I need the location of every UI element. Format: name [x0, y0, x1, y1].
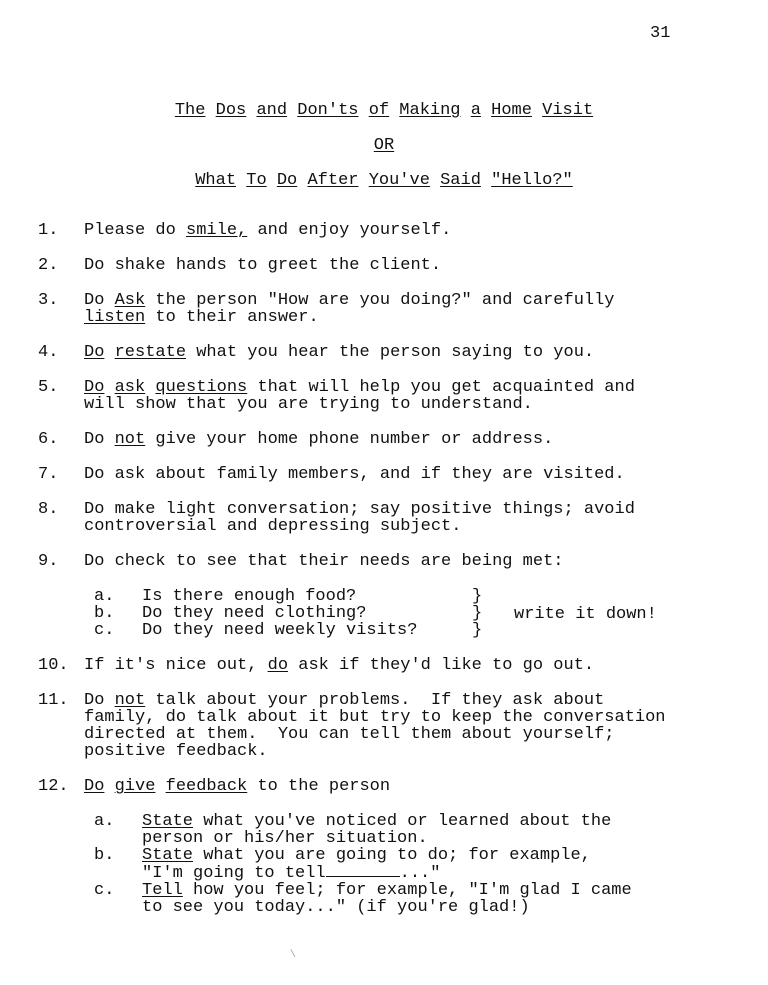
checklist-row [94, 622, 748, 639]
text-segment: talk about your problems. If they ask about family, do talk about it but try to keep the conversation directed at them. You can tell them about yourself; positive feedback. [84, 691, 666, 761]
text-segment: give your home phone number or address. [145, 430, 554, 449]
text-segment: ask if they'd like to go out. [288, 656, 595, 675]
item-number: 11. [38, 691, 69, 710]
subtitle-word: You've [368, 171, 430, 190]
title-word: Don'ts [297, 101, 359, 120]
underlined-word: Do [84, 777, 105, 796]
sub-letter: c. [94, 621, 115, 640]
underlined-word: not [114, 430, 146, 449]
underlined-word: Tell [142, 881, 183, 900]
needs-checklist [94, 588, 748, 639]
title-word: of [368, 101, 390, 120]
item-text [84, 379, 748, 413]
list-item-4 [38, 344, 748, 361]
underlined-word: questions [155, 378, 248, 397]
sub-letter: c. [94, 881, 115, 900]
underlined-word: State [142, 812, 194, 831]
item-text [84, 222, 748, 239]
item-number: 3. [38, 291, 59, 310]
underlined-word: restate [114, 343, 187, 362]
text-segment: Please do [84, 221, 187, 240]
text-segment: how you feel; for example, "I'm glad I came to see you today..." (if you're glad!) [142, 881, 632, 917]
underlined-word: Do [84, 378, 105, 397]
underlined-word: ask [114, 378, 146, 397]
fill-in-blank [326, 864, 400, 877]
list-item-10 [38, 657, 748, 674]
sub-text [142, 882, 748, 916]
underlined-word: not [114, 691, 146, 710]
item-number: 10. [38, 656, 69, 675]
page-number: 31 [650, 24, 671, 43]
feedback-item-c [94, 882, 748, 916]
text-segment: what you've noticed or learned about the person or his/her situation. [142, 812, 612, 848]
list-item-2 [38, 257, 748, 274]
text-segment: Do [84, 691, 115, 710]
title-word: Making [399, 101, 461, 120]
underlined-word: Do [84, 343, 105, 362]
or-text: OR [373, 136, 395, 155]
underlined-word: Ask [114, 291, 146, 310]
underlined-word: listen [84, 308, 146, 327]
sub-text [142, 847, 748, 882]
text-segment: Do [84, 430, 115, 449]
stray-mark: \ [290, 950, 297, 961]
title-word: Visit [542, 101, 594, 120]
list-item-11 [38, 692, 748, 760]
item-text: Do check to see that their needs are being met: [84, 552, 564, 571]
item-text [84, 344, 748, 361]
document-title [0, 101, 768, 121]
item-text [84, 778, 748, 795]
text-segment: to the person [247, 777, 391, 796]
underlined-word: give [114, 777, 156, 796]
item-number: 1. [38, 221, 59, 240]
item-text: Do shake hands to greet the client. [84, 256, 442, 275]
item-text [84, 292, 748, 326]
feedback-item-b [94, 847, 748, 882]
text-segment [104, 343, 114, 362]
title-word: Home [491, 101, 532, 120]
title-word: a [470, 101, 481, 120]
underlined-word: feedback [165, 777, 248, 796]
checklist-row [94, 588, 748, 605]
sub-text: Do they need weekly visits? [142, 621, 418, 640]
subtitle-word: Said [440, 171, 481, 190]
list-item-5 [38, 379, 748, 413]
title-or [0, 136, 768, 156]
sub-letter: b. [94, 604, 115, 623]
dos-list [38, 222, 748, 916]
subtitle-word: Do [276, 171, 298, 190]
list-item-7 [38, 466, 748, 483]
text-segment: ..." [399, 864, 441, 883]
list-item-8 [38, 501, 748, 535]
sub-letter: b. [94, 846, 115, 865]
title-word: and [256, 101, 288, 120]
subtitle-word: To [246, 171, 267, 190]
list-item-1 [38, 222, 748, 239]
item-text: Do make light conversation; say positive things; avoid controversial and depressing subject. [84, 500, 635, 536]
item-number: 4. [38, 343, 59, 362]
item-text [84, 657, 748, 674]
brace: } [472, 604, 483, 623]
item-number: 6. [38, 430, 59, 449]
list-item-9 [38, 553, 748, 570]
list-item-6 [38, 431, 748, 448]
list-item-12 [38, 778, 748, 795]
item-number: 2. [38, 256, 59, 275]
subtitle-word: After [307, 171, 359, 190]
text-segment: the person "How are you doing?" and carefully [155, 291, 615, 310]
underlined-word: do [267, 656, 289, 675]
item-text: Do ask about family members, and if they are visited. [84, 465, 625, 484]
sub-text: Is there enough food? [142, 587, 357, 606]
list-item-3 [38, 292, 748, 326]
subtitle-word: "Hello?" [491, 171, 573, 190]
text-segment: Do [84, 291, 115, 310]
item-number: 8. [38, 500, 59, 519]
item-text [84, 431, 748, 448]
text-segment: and enjoy yourself. [247, 221, 452, 240]
text-segment: what you are going to do; for example, "I'm going to tell [142, 846, 591, 883]
title-word: The [174, 101, 206, 120]
feedback-sublist [94, 813, 748, 916]
write-it-down-note: write it down! [514, 605, 657, 624]
item-text [84, 692, 748, 760]
brace: } [472, 587, 483, 606]
document-subtitle [0, 171, 768, 191]
sub-letter: a. [94, 812, 115, 831]
sub-letter: a. [94, 587, 115, 606]
underlined-word: State [142, 846, 194, 865]
item-number: 9. [38, 552, 59, 571]
text-segment: If it's nice out, [84, 656, 268, 675]
brace: } [472, 621, 483, 640]
subtitle-word: What [195, 171, 237, 190]
underlined-word: smile, [186, 221, 248, 240]
text-segment: what you hear the person saying to you. [186, 343, 595, 362]
item-number: 12. [38, 777, 69, 796]
text-segment: to their answer. [145, 308, 319, 327]
sub-text [142, 813, 748, 847]
text-segment: that will help you get acquainted and will show that you are trying to understand. [84, 378, 635, 414]
feedback-item-a [94, 813, 748, 847]
item-number: 5. [38, 378, 59, 397]
title-word: Dos [215, 101, 247, 120]
item-number: 7. [38, 465, 59, 484]
sub-text: Do they need clothing? [142, 604, 367, 623]
